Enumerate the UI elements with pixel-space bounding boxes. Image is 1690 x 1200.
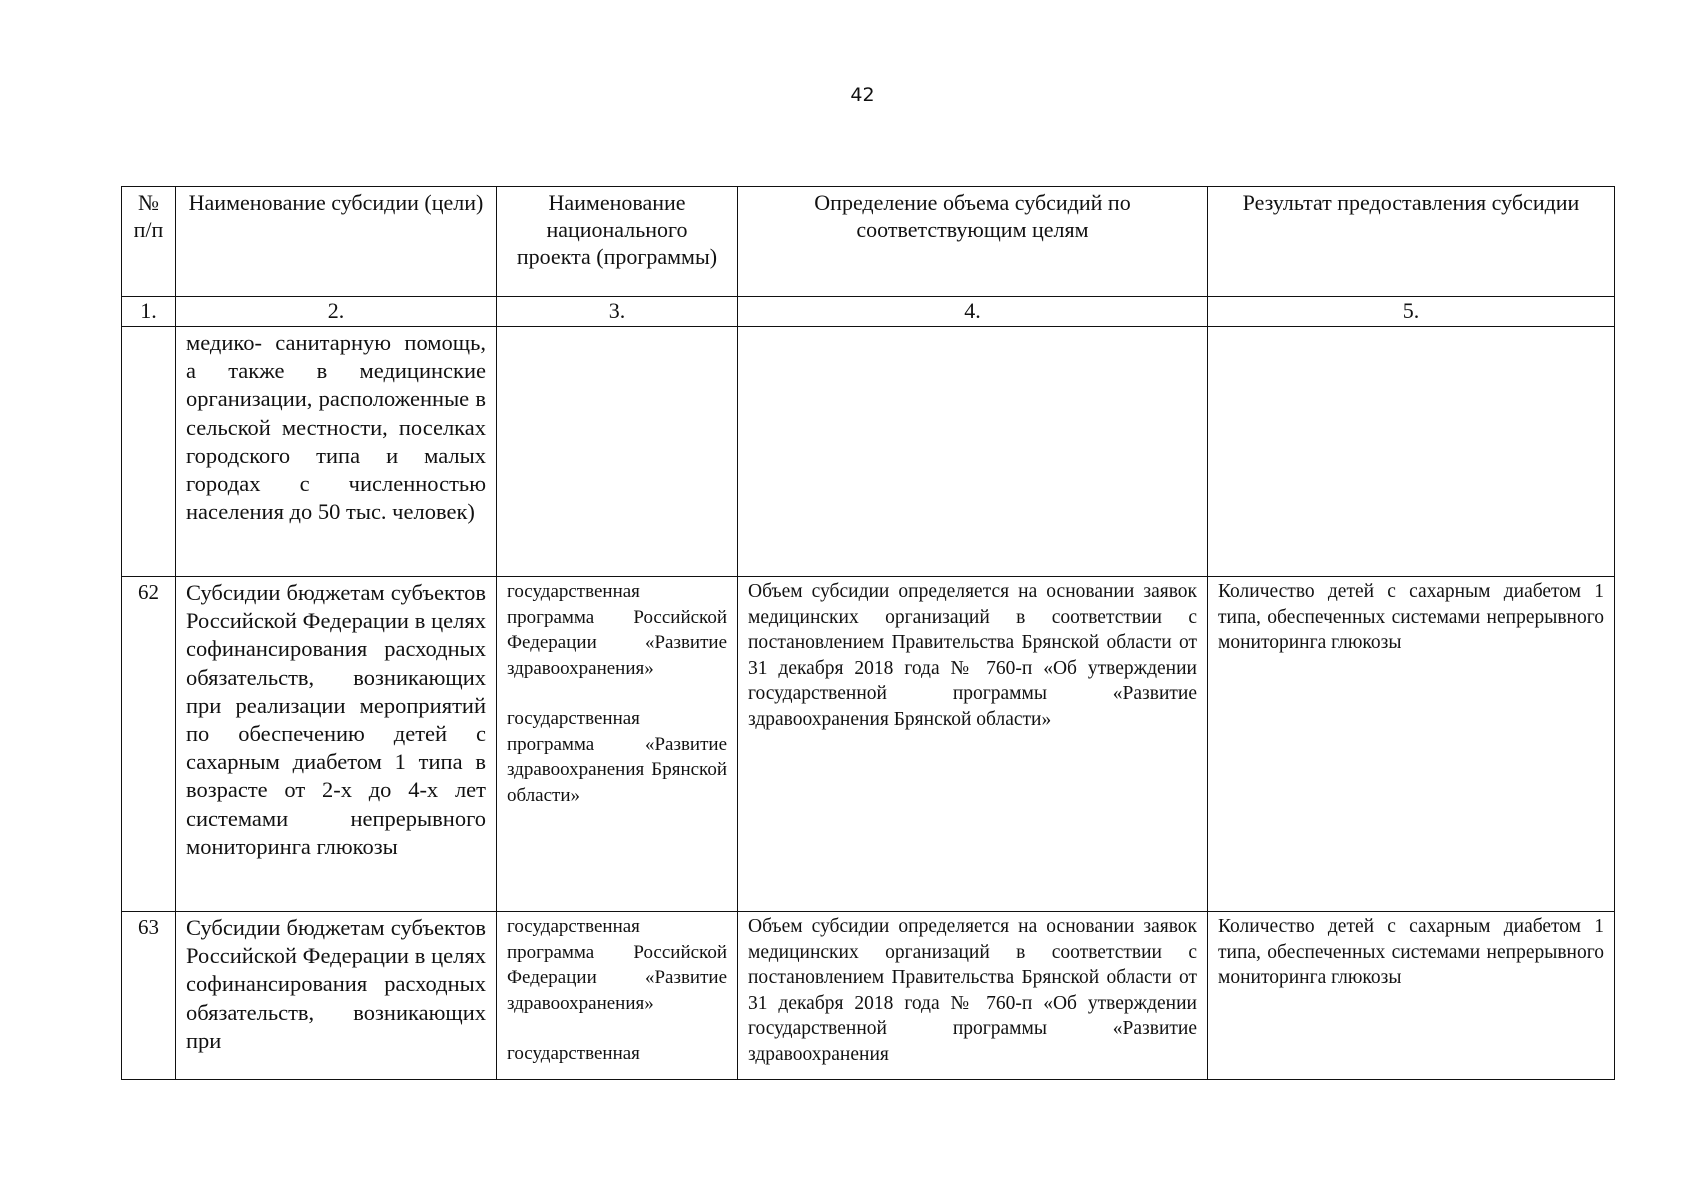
table-row bbox=[122, 327, 1615, 577]
column-number: 3. bbox=[497, 297, 738, 327]
header-result: Результат предоставления субсидии bbox=[1208, 187, 1615, 297]
table-row bbox=[122, 577, 1615, 912]
project-cell bbox=[497, 577, 738, 912]
definition-cell: Объем субсидии определяется на основании заявок медицинских организаций в соответствии с постановлением Правительства Брянской области от 31 декабря 2018 года № 760-п «Об утверждении государственной программы «Развитие здравоохранения bbox=[738, 912, 1208, 1080]
header-subsidy-name: Наименование субсидии (цели) bbox=[176, 187, 497, 297]
page-number: 42 bbox=[850, 84, 875, 106]
project-federal: государственная программа Российской Федерации «Развитие здравоохранения» bbox=[507, 916, 727, 1014]
column-number: 1. bbox=[122, 297, 176, 327]
header-volume-definition: Определение объема субсидий по соответствующим целям bbox=[738, 187, 1208, 297]
subsidy-table bbox=[121, 186, 1615, 1080]
row-number: 62 bbox=[122, 577, 176, 912]
column-number: 5. bbox=[1208, 297, 1615, 327]
table-header-row bbox=[122, 187, 1615, 297]
result-cell: Количество детей с сахарным диабетом 1 типа, обеспеченных системами непрерывного мониторинга глюкозы bbox=[1208, 577, 1615, 912]
column-numbers-row bbox=[122, 297, 1615, 327]
definition-cell bbox=[738, 327, 1208, 577]
paragraph-gap bbox=[507, 681, 727, 706]
subsidy-name-cell: Субсидии бюджетам субъектов Российской Федерации в целях софинансирования расходных обязательств, возникающих при bbox=[176, 912, 497, 1080]
project-regional: государственная bbox=[507, 1043, 640, 1064]
paragraph-gap bbox=[507, 1016, 727, 1041]
project-federal: государственная программа Российской Федерации «Развитие здравоохранения» bbox=[507, 581, 727, 679]
column-number: 4. bbox=[738, 297, 1208, 327]
result-cell bbox=[1208, 327, 1615, 577]
column-number: 2. bbox=[176, 297, 497, 327]
project-regional: государственная программа «Развитие здравоохранения Брянской области» bbox=[507, 708, 727, 806]
project-cell bbox=[497, 912, 738, 1080]
subsidy-name-cell: Субсидии бюджетам субъектов Российской Федерации в целях софинансирования расходных обязательств, возникающих при реализации мероприятий по обеспечению детей с сахарным диабетом 1 типа в возрасте от 2-х до 4-х лет системами непрерывного мониторинга глюкозы bbox=[176, 577, 497, 912]
definition-cell: Объем субсидии определяется на основании заявок медицинских организаций в соответствии с постановлением Правительства Брянской области от 31 декабря 2018 года № 760-п «Об утверждении государственной программы «Развитие здравоохранения Брянской области» bbox=[738, 577, 1208, 912]
result-cell: Количество детей с сахарным диабетом 1 типа, обеспеченных системами непрерывного мониторинга глюкозы bbox=[1208, 912, 1615, 1080]
header-number: № п/п bbox=[122, 187, 176, 297]
header-national-project: Наименование национального проекта (программы) bbox=[497, 187, 738, 297]
project-cell bbox=[497, 327, 738, 577]
row-number bbox=[122, 327, 176, 577]
subsidy-name-cell: медико- санитарную помощь, а также в медицинские организации, расположенные в сельской местности, поселках городского типа и малых городах с численностью населения до 50 тыс. человек) bbox=[176, 327, 497, 577]
row-number: 63 bbox=[122, 912, 176, 1080]
table-row bbox=[122, 912, 1615, 1080]
